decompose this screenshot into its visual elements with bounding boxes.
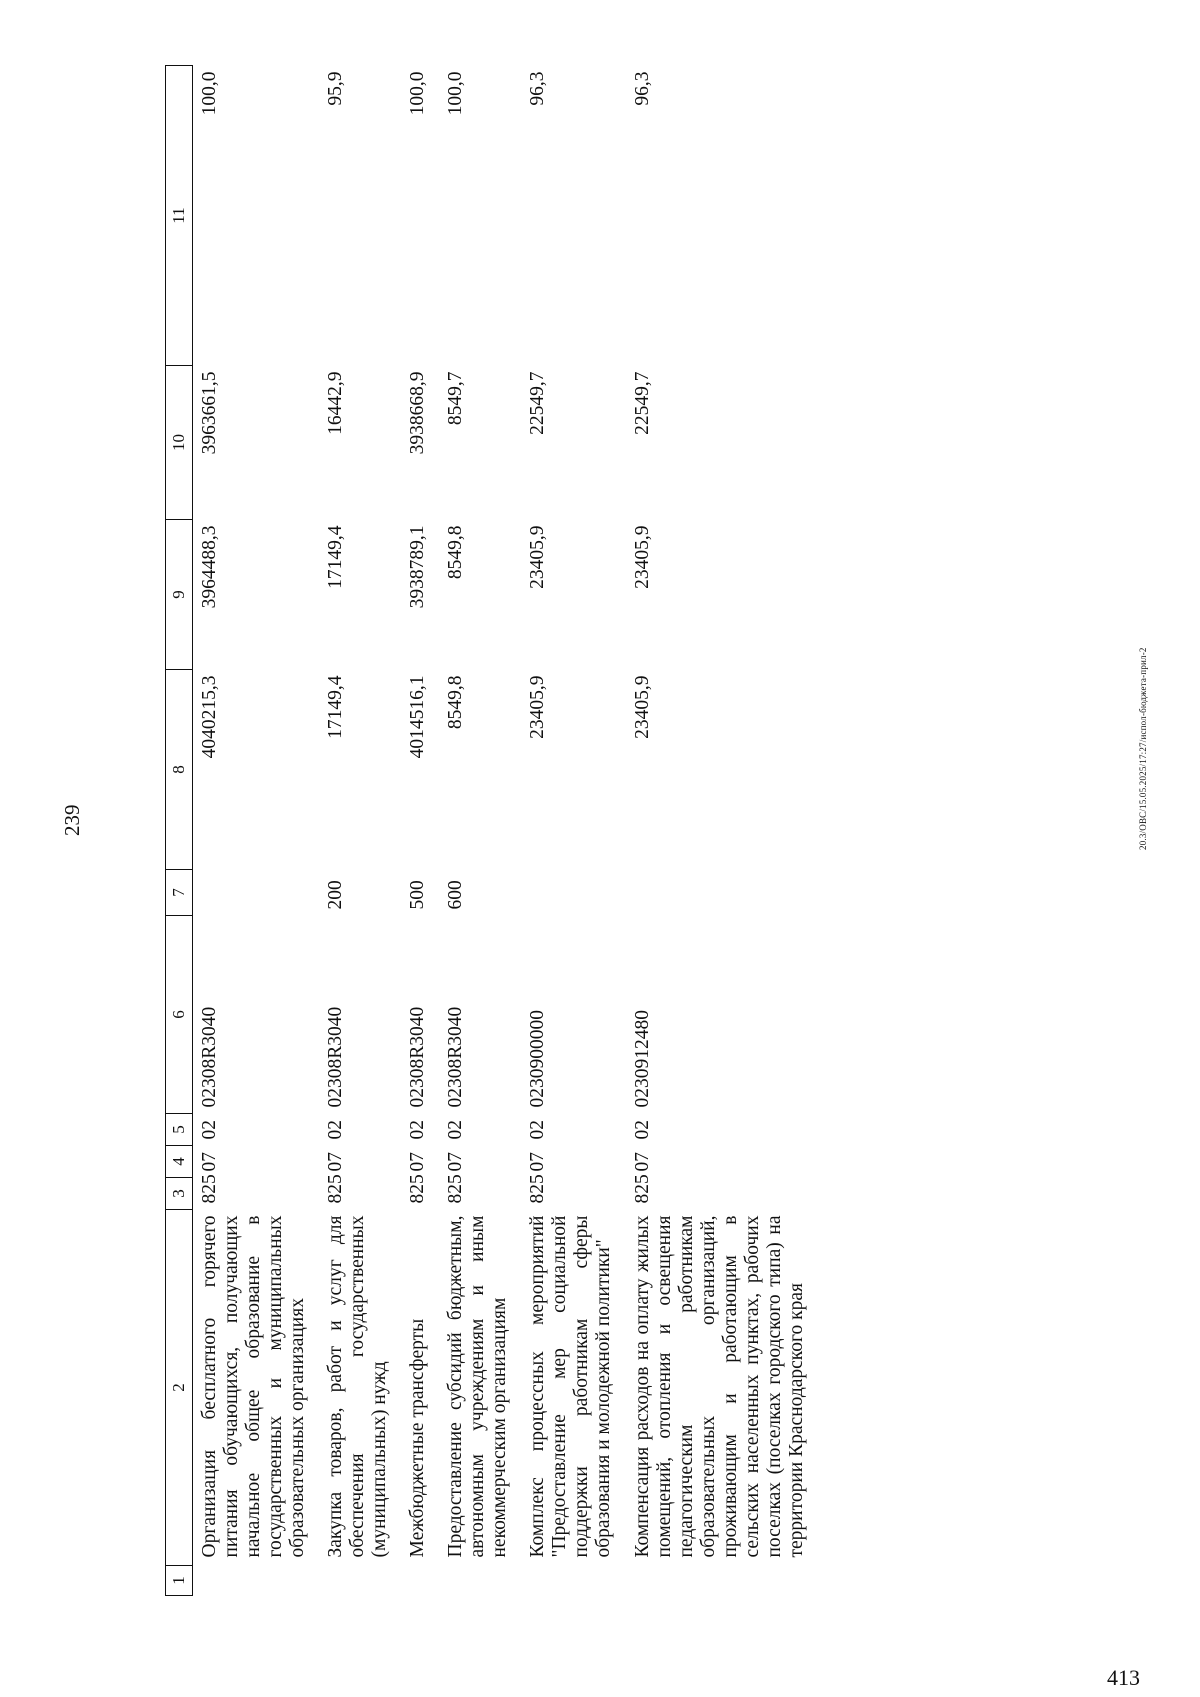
cell-col-8: 23405,9 [527,675,549,739]
table-header [166,66,193,1596]
cell-col-1 [521,1566,625,1596]
cell-col-1 [439,1566,521,1596]
header-col-2: 2 [166,1210,193,1566]
cell-col-8: 4014516,1 [407,675,429,759]
cell-col-10: 8549,7 [445,371,467,426]
cell-col-10: 16442,9 [325,371,347,435]
cell-subsection: 02 [325,1120,347,1140]
cell-expense-type [193,870,320,916]
cell-col-8: 8549,8 [445,675,467,730]
cell-col-1 [401,1566,439,1596]
cell-col-1 [626,1566,818,1596]
cell-col-11: 100,0 [407,71,429,116]
cell-col-9: 23405,9 [631,525,653,589]
cell-col-9: 17149,4 [325,525,347,589]
cell-section: 07 [325,1152,347,1172]
table-body [193,66,818,1596]
header-col-11: 11 [166,66,193,366]
cell-col-8: 4040215,3 [199,675,220,759]
header-col-1: 1 [166,1566,193,1596]
cell-subsection: 02 [199,1120,220,1140]
cell-target-article: 0230912480 [631,1010,653,1108]
cell-section: 07 [199,1152,220,1172]
cell-ministry-code: 825 [631,1174,653,1204]
cell-ministry-code: 825 [407,1174,429,1204]
footer-page-number: 413 [1107,1665,1140,1690]
cell-col-10: 22549,7 [631,371,653,435]
cell-subsection: 02 [445,1120,467,1140]
cell-description: Предоставление субсидий бюджетным, автономным учреждениям и иным некоммерческим организациям [445,1215,511,1558]
cell-section: 07 [407,1152,429,1172]
header-col-3: 3 [166,1178,193,1210]
cell-expense-type: 200 [325,880,347,910]
document-stamp: 20.3/ОВС/15.05.2025/17:27/испол-бюджета-прил-2 [1138,647,1148,850]
cell-col-9: 8549,8 [445,525,467,580]
header-col-9: 9 [166,520,193,670]
table-row [193,66,320,1596]
header-col-10: 10 [166,366,193,520]
cell-col-11: 96,3 [527,71,549,106]
budget-table-container [165,66,1145,1596]
cell-col-10: 3963661,5 [199,371,220,455]
cell-section: 07 [445,1152,467,1172]
cell-expense-type: 600 [445,880,467,910]
header-col-8: 8 [166,670,193,870]
cell-expense-type [626,870,818,916]
cell-expense-type: 500 [407,880,429,910]
header-col-5: 5 [166,1114,193,1146]
table-row [401,66,439,1596]
cell-col-9: 3964488,3 [199,525,220,609]
cell-ministry-code: 825 [325,1174,347,1204]
header-col-7: 7 [166,870,193,916]
cell-target-article: 02308R3040 [407,1006,429,1108]
cell-col-11: 96,3 [631,71,653,106]
cell-target-article: 02308R3040 [445,1006,467,1108]
cell-expense-type [521,870,625,916]
cell-col-11: 100,0 [445,71,467,116]
cell-section: 07 [631,1152,653,1172]
cell-col-1 [319,1566,401,1596]
cell-description: Межбюджетные трансферты [407,1318,429,1558]
cell-subsection: 02 [631,1120,653,1140]
cell-ministry-code: 825 [527,1174,549,1204]
cell-col-11: 100,0 [199,71,220,116]
header-col-6: 6 [166,916,193,1114]
cell-ministry-code: 825 [199,1174,220,1204]
header-col-4: 4 [166,1146,193,1178]
budget-table [165,65,818,1596]
cell-target-article: 0230900000 [527,1010,549,1108]
cell-col-8: 23405,9 [631,675,653,739]
cell-ministry-code: 825 [445,1174,467,1204]
cell-subsection: 02 [527,1120,549,1140]
cell-target-article: 02308R3040 [199,1006,220,1108]
cell-subsection: 02 [407,1120,429,1140]
table-row [521,66,625,1596]
cell-col-1 [193,1566,320,1596]
cell-col-9: 3938789,1 [407,525,429,609]
cell-description: Закупка товаров, работ и услуг для обеспечения государственных (муниципальных) нужд [325,1215,391,1558]
cell-col-9: 23405,9 [527,525,549,589]
cell-col-10: 22549,7 [527,371,549,435]
table-row [319,66,401,1596]
cell-target-article: 02308R3040 [325,1006,347,1108]
table-row [439,66,521,1596]
cell-col-8: 17149,4 [325,675,347,739]
cell-col-11: 95,9 [325,71,347,106]
cell-description: Компенсация расходов на оплату жилых помещений, отопления и освещения педагогическим работникам образовательных организаций, проживающим и работающим в сельских населенных пунктах, рабочих поселках (поселках городского типа) на территории Краснодарского края [631,1215,807,1558]
table-row [626,66,818,1596]
cell-col-10: 3938668,9 [407,371,429,455]
page-number: 239 [60,804,84,836]
cell-description: Организация бесплатного горячего питания обучающихся, получающих начальное общее образование в государственных и муниципальных образовательных организациях [199,1215,309,1558]
cell-description: Комплекс процессных мероприятий "Предоставление мер социальной поддержки работникам сферы образования и молодежной политики" [527,1215,615,1558]
cell-section: 07 [527,1152,549,1172]
header-row [166,66,193,1596]
